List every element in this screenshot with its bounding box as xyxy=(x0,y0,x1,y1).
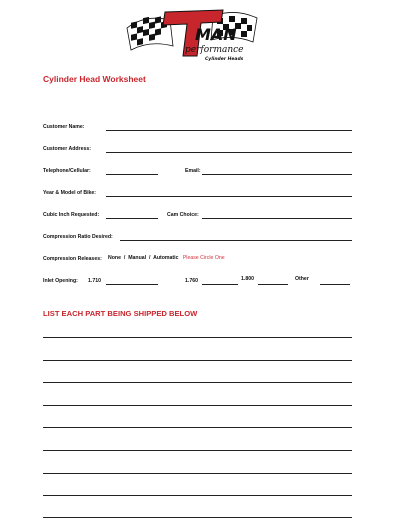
inlet-option-1800: 1.800 xyxy=(241,276,254,282)
email-field[interactable] xyxy=(202,174,352,175)
separator: / xyxy=(148,255,151,261)
compression-ratio-field[interactable] xyxy=(120,240,352,241)
inlet-option-1710: 1.710 xyxy=(88,278,101,284)
svg-text:Cylinder Heads: Cylinder Heads xyxy=(205,57,244,62)
customer-address-field[interactable] xyxy=(106,152,352,153)
option-manual[interactable]: Manual xyxy=(128,255,147,261)
t-man-logo xyxy=(125,6,260,66)
inlet-opening-label: Inlet Opening: xyxy=(43,278,78,284)
option-none[interactable]: None xyxy=(108,255,121,261)
parts-line[interactable] xyxy=(43,495,352,496)
parts-line[interactable] xyxy=(43,517,352,518)
inlet-1800-field[interactable] xyxy=(258,284,288,285)
cam-choice-field[interactable] xyxy=(202,218,352,219)
year-model-label: Year & Model of Bike: xyxy=(43,190,97,196)
inlet-option-1760: 1.760 xyxy=(185,278,198,284)
parts-line[interactable] xyxy=(43,337,352,338)
parts-line[interactable] xyxy=(43,405,352,406)
telephone-label: Telephone/Cellular: xyxy=(43,168,91,174)
inlet-1760-field[interactable] xyxy=(202,284,238,285)
svg-text:performance: performance xyxy=(185,45,244,55)
svg-text:MAN: MAN xyxy=(195,25,237,44)
parts-line[interactable] xyxy=(43,450,352,451)
telephone-field[interactable] xyxy=(106,174,158,175)
email-label: Email: xyxy=(185,168,201,174)
compression-release-options xyxy=(108,255,225,261)
customer-address-label: Customer Address: xyxy=(43,146,91,152)
parts-line[interactable] xyxy=(43,382,352,383)
circle-one-note: Please Circle One xyxy=(182,255,225,261)
separator: / xyxy=(123,255,126,261)
customer-name-label: Customer Name: xyxy=(43,124,85,130)
parts-line[interactable] xyxy=(43,360,352,361)
inlet-other-field[interactable] xyxy=(320,284,350,285)
parts-line[interactable] xyxy=(43,473,352,474)
inlet-1710-field[interactable] xyxy=(106,284,158,285)
cam-choice-label: Cam Choice: xyxy=(167,212,199,218)
inlet-option-other: Other xyxy=(295,276,309,282)
compression-releases-label: Compression Releases: xyxy=(43,256,102,262)
customer-name-field[interactable] xyxy=(106,130,352,131)
cubic-inch-field[interactable] xyxy=(106,218,158,219)
compression-ratio-label: Compression Ratio Desired: xyxy=(43,234,113,240)
year-model-field[interactable] xyxy=(106,196,352,197)
parts-section-heading: LIST EACH PART BEING SHIPPED BELOW xyxy=(43,309,198,318)
page-title: Cylinder Head Worksheet xyxy=(43,74,146,84)
option-automatic[interactable]: Automatic xyxy=(153,255,179,261)
cubic-inch-label: Cubic Inch Requested: xyxy=(43,212,100,218)
parts-line[interactable] xyxy=(43,427,352,428)
